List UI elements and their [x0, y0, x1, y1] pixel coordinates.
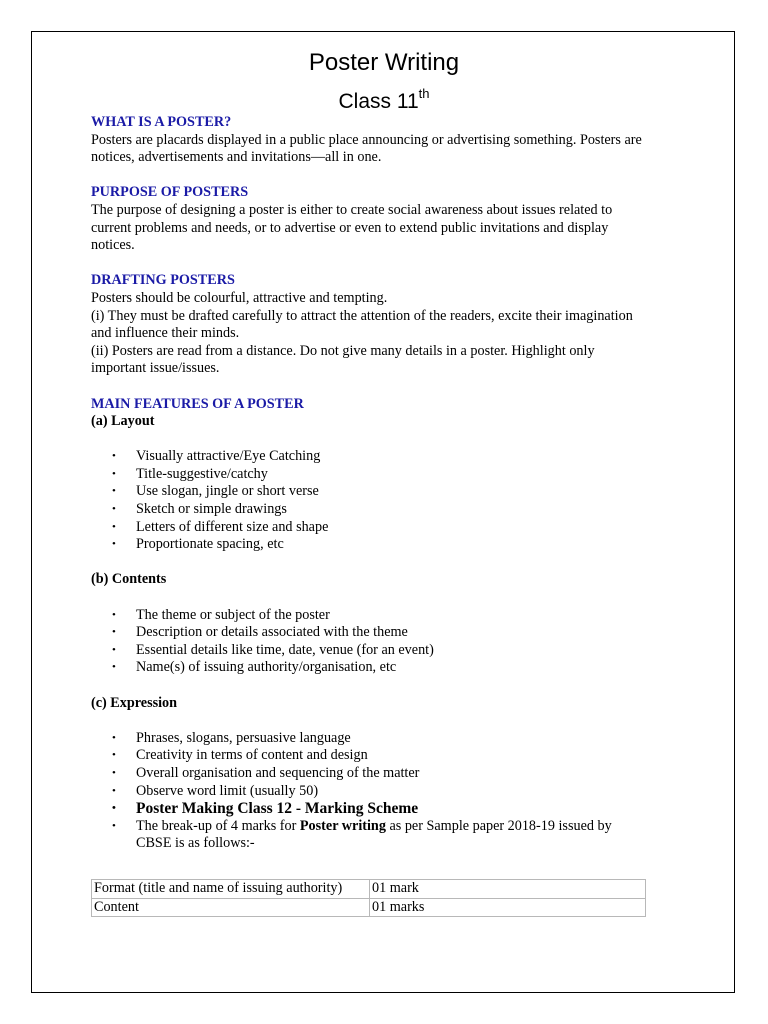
- contents-list: [91, 607, 681, 677]
- subtitle-text: Class 11: [338, 90, 419, 113]
- breakup-after: as per Sample paper 2018-19 issued by: [385, 817, 612, 834]
- purpose-line-3: notices.: [91, 237, 135, 254]
- drafting-line-5: important issue/issues.: [91, 360, 220, 377]
- list-item: • Creativity in terms of content and design: [136, 747, 681, 765]
- list-item: • The theme or subject of the poster: [136, 607, 681, 625]
- table-cell-marks: 01 marks: [370, 898, 646, 917]
- heading-main-features: MAIN FEATURES OF A POSTER: [91, 395, 304, 412]
- what-line-1: Posters are placards displayed in a public place announcing or advertising something. Posters are: [91, 131, 642, 148]
- drafting-line-1: Posters should be colourful, attractive and tempting.: [91, 289, 388, 306]
- document-body: [91, 114, 681, 917]
- purpose-line-2: current problems and needs, or to advertise or even to extend public invitations and display: [91, 219, 609, 236]
- heading-what-is-poster: WHAT IS A POSTER?: [91, 114, 232, 130]
- table-row: [92, 879, 646, 898]
- layout-list: [91, 448, 681, 554]
- list-item: • Observe word limit (usually 50): [136, 783, 681, 801]
- subtitle-superscript: th: [418, 86, 430, 101]
- page-title: Poster Writing: [308, 49, 460, 76]
- list-item: • Phrases, slogans, persuasive language: [136, 730, 681, 748]
- page-subtitle: [0, 82, 768, 116]
- breakup-item: [136, 818, 681, 853]
- breakup-bold: Poster writing: [299, 817, 386, 834]
- heading-purpose: PURPOSE OF POSTERS: [91, 184, 249, 201]
- breakup-line-2: CBSE is as follows:-: [136, 835, 255, 852]
- list-item: • Proportionate spacing, etc: [136, 536, 681, 554]
- table-cell-criterion: Format (title and name of issuing authority): [92, 879, 370, 898]
- marking-scheme-heading: • Poster Making Class 12 - Marking Scheme: [136, 800, 681, 818]
- list-item: • Description or details associated with the theme: [136, 624, 681, 642]
- drafting-line-3: and influence their minds.: [91, 325, 240, 342]
- drafting-line-2: (i) They must be drafted carefully to attract the attention of the readers, excite their imagination: [91, 307, 633, 324]
- subhead-expression: (c) Expression: [91, 694, 178, 711]
- drafting-line-4: (ii) Posters are read from a distance. Do not give many details in a poster. Highlight only: [91, 342, 595, 359]
- heading-drafting: DRAFTING POSTERS: [91, 272, 235, 289]
- table-row: [92, 898, 646, 917]
- what-line-2: notices, advertisements and invitations—all in one.: [91, 149, 382, 166]
- list-item: • Overall organisation and sequencing of the matter: [136, 765, 681, 783]
- table-cell-criterion: Content: [92, 898, 370, 917]
- list-item: • Visually attractive/Eye Catching: [136, 448, 681, 466]
- list-item: • Use slogan, jingle or short verse: [136, 483, 681, 501]
- table-cell-marks: 01 mark: [370, 879, 646, 898]
- list-item: • Name(s) of issuing authority/organisation, etc: [136, 659, 681, 677]
- marking-table: [91, 879, 646, 917]
- subhead-layout: (a) Layout: [91, 413, 155, 430]
- breakup-before: The break-up of 4 marks for: [136, 817, 300, 834]
- list-item: • Letters of different size and shape: [136, 519, 681, 537]
- expression-list: [91, 730, 681, 853]
- list-item: • Essential details like time, date, venue (for an event): [136, 642, 681, 660]
- list-item: • Title-suggestive/catchy: [136, 466, 681, 484]
- list-item: • Sketch or simple drawings: [136, 501, 681, 519]
- purpose-line-1: The purpose of designing a poster is either to create social awareness about issues related to: [91, 201, 613, 218]
- subhead-contents: (b) Contents: [91, 571, 167, 588]
